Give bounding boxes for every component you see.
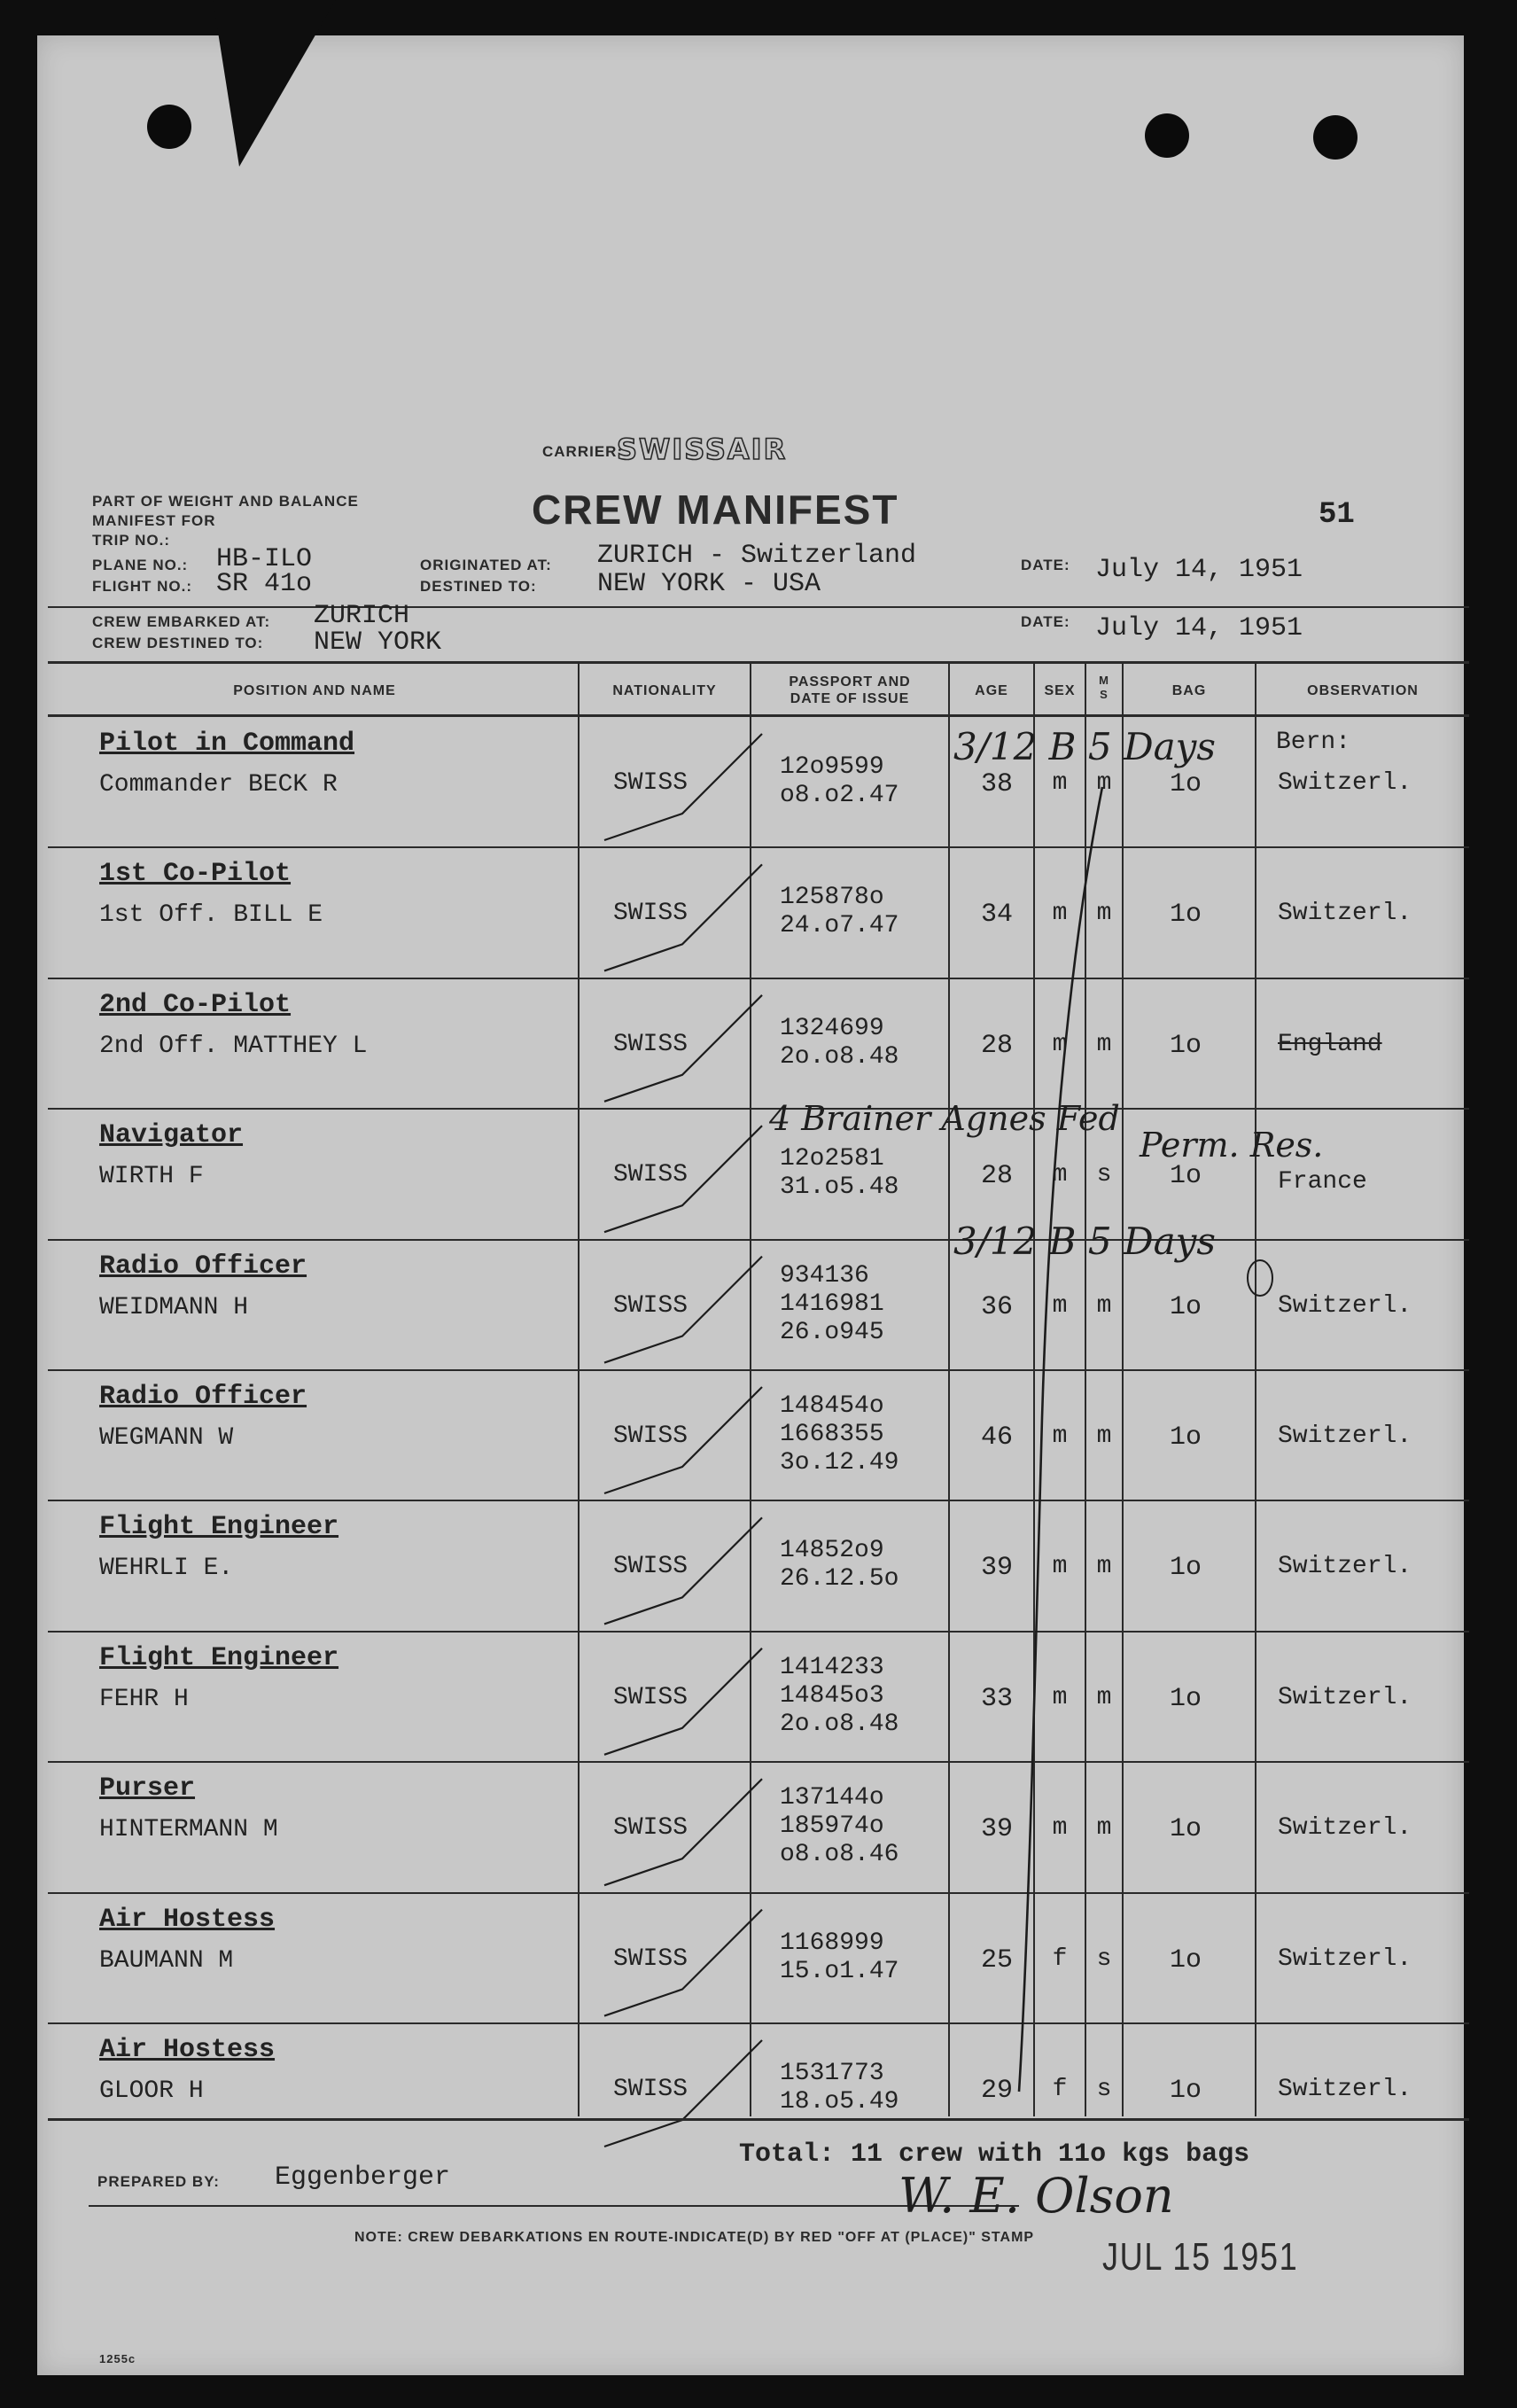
carrier-label: CARRIER:	[542, 443, 624, 460]
crew-observation: Switzerl.	[1278, 1684, 1412, 1711]
crew-sex: m	[1052, 1553, 1068, 1580]
crew-age: 33	[980, 1684, 1013, 1714]
crew-passport	[780, 2060, 899, 2116]
crew-bag: 1o	[1169, 1031, 1202, 1061]
punch-hole-middle	[1145, 113, 1189, 158]
crew-passport-line: 15.o1.47	[780, 1958, 899, 1985]
col-divider-observation	[1255, 663, 1256, 2116]
crew-marital-status: s	[1096, 1161, 1112, 1188]
col-divider-ms	[1085, 663, 1086, 2116]
destined-label: DESTINED TO:	[420, 578, 537, 595]
crew-name: 2nd Off. MATTHEY L	[99, 1033, 368, 1060]
crew-position: 1st Co-Pilot	[99, 859, 292, 889]
crew-sex: m	[1052, 1161, 1068, 1188]
page-number: 51	[1319, 498, 1355, 532]
crew-bag: 1o	[1169, 1422, 1202, 1453]
crew-marital-status: m	[1096, 769, 1112, 797]
crew-nationality: SWISS	[613, 900, 688, 927]
crew-passport-line: 934136	[780, 1262, 869, 1290]
crew-name: BAUMANN M	[99, 1947, 234, 1975]
crew-marital-status: m	[1096, 900, 1112, 927]
col-divider-sex	[1033, 663, 1035, 2116]
crew-position: Navigator	[99, 1120, 244, 1150]
crew-name: 1st Off. BILL E	[99, 901, 323, 929]
crew-nationality: SWISS	[613, 1684, 688, 1711]
crew-observation: Switzerl.	[1278, 2076, 1412, 2103]
crew-sex: m	[1052, 1684, 1068, 1711]
received-date-stamp: JUL 15 1951	[1102, 2235, 1299, 2279]
crew-passport-line: 1324699	[780, 1015, 884, 1042]
handwritten-note-row1: 3/12 B 5 Days	[953, 725, 1216, 768]
crew-marital-status: s	[1096, 2076, 1112, 2103]
crew-name: FEHR H	[99, 1686, 189, 1713]
crew-position: 2nd Co-Pilot	[99, 990, 292, 1020]
col-header-passport-line1: PASSPORT AND	[789, 674, 911, 690]
crew-passport-line: 12o9599	[780, 753, 884, 781]
plane-no-label: PLANE NO.:	[92, 557, 189, 573]
crew-name: HINTERMANN M	[99, 1816, 278, 1843]
torn-corner	[213, 0, 337, 167]
signature-visible: W. E. Olson	[899, 2168, 1174, 2224]
crew-age: 46	[980, 1422, 1013, 1453]
part-of-label-1: PART OF WEIGHT AND BALANCE	[92, 493, 359, 510]
page-title: CREW MANIFEST	[532, 487, 899, 533]
crew-age: 36	[980, 1292, 1013, 1322]
crew-age: 28	[980, 1161, 1013, 1191]
crew-age: 39	[980, 1814, 1013, 1844]
col-header-position: POSITION AND NAME	[233, 683, 396, 698]
crew-sex: m	[1052, 900, 1068, 927]
handwritten-note-row4: 4 Brainer Agnes Fed	[769, 1099, 1120, 1138]
crew-nationality: SWISS	[613, 2076, 688, 2103]
crew-sex: m	[1052, 769, 1068, 797]
originated-value: ZURICH - Switzerland	[597, 541, 917, 571]
crew-passport-line: 26.12.5o	[780, 1565, 899, 1593]
crew-embarked-label: CREW EMBARKED AT:	[92, 613, 271, 630]
crew-passport-line: 12o2581	[780, 1145, 884, 1173]
crew-passport-line: 24.o7.47	[780, 912, 899, 939]
crew-age: 34	[980, 900, 1013, 930]
crew-position: Air Hostess	[99, 1905, 276, 1935]
crew-embarked-value: ZURICH	[314, 601, 410, 631]
crew-observation: France	[1278, 1168, 1367, 1196]
handwritten-note-row4-2: Perm. Res.	[1140, 1126, 1324, 1165]
punch-hole-right	[1313, 115, 1358, 160]
crew-observation: Switzerl.	[1278, 1422, 1412, 1450]
crew-marital-status: m	[1096, 1422, 1112, 1450]
crew-passport	[780, 1537, 899, 1594]
crew-name: WIRTH F	[99, 1163, 204, 1190]
crew-nationality: SWISS	[613, 769, 688, 797]
flight-no-label: FLIGHT NO.:	[92, 578, 192, 595]
flight-no-value: SR 41o	[216, 569, 313, 599]
crew-bag: 1o	[1169, 1684, 1202, 1714]
crew-sex: f	[1052, 2076, 1068, 2103]
crew-passport	[780, 1929, 899, 1986]
col-divider-nationality	[578, 663, 580, 2116]
col-header-passport-line2: DATE OF ISSUE	[790, 691, 910, 706]
crew-nationality: SWISS	[613, 1814, 688, 1842]
crew-passport-line: 137144o	[780, 1784, 884, 1812]
col-header-passport	[751, 674, 948, 707]
crew-marital-status: m	[1096, 1684, 1112, 1711]
crew-nationality: SWISS	[613, 1292, 688, 1320]
col-divider-age	[948, 663, 950, 2116]
punch-hole-left	[147, 105, 191, 149]
crew-marital-status: m	[1096, 1553, 1112, 1580]
crew-nationality: SWISS	[613, 1945, 688, 1973]
crew-passport-line: 1416981	[780, 1290, 884, 1318]
carrier-logo: SWISSAIR	[617, 433, 788, 466]
col-header-nationality: NATIONALITY	[612, 683, 717, 698]
crew-age: 38	[980, 769, 1013, 799]
crew-position: Air Hostess	[99, 2035, 276, 2065]
crew-passport-line: 1414233	[780, 1654, 884, 1681]
crew-name: WEGMANN W	[99, 1424, 234, 1452]
crew-bag: 1o	[1169, 900, 1202, 930]
crew-passport	[780, 753, 899, 810]
destined-value: NEW YORK - USA	[597, 569, 821, 599]
crew-nationality: SWISS	[613, 1161, 688, 1188]
col-header-ms-line1: M	[1099, 674, 1109, 687]
trip-no-label: TRIP NO.:	[92, 532, 171, 549]
crew-bag: 1o	[1169, 2076, 1202, 2106]
crew-destined-label: CREW DESTINED TO:	[92, 635, 264, 651]
crew-bag: 1o	[1169, 1161, 1202, 1191]
form-number: 1255c	[99, 2352, 136, 2365]
crew-passport	[780, 1015, 899, 1072]
crew-sex: m	[1052, 1814, 1068, 1842]
crew-marital-status: m	[1096, 1814, 1112, 1842]
crew-passport-line: 185974o	[780, 1812, 884, 1840]
crew-passport	[780, 1392, 899, 1477]
crew-observation: Switzerl.	[1278, 900, 1412, 927]
part-of-label-2: MANIFEST FOR	[92, 512, 216, 529]
crew-position: Radio Officer	[99, 1251, 307, 1282]
handwritten-note-row5: 3/12 B 5 Days	[953, 1220, 1216, 1263]
crew-name: Commander BECK R	[99, 771, 338, 799]
footer-note: NOTE: CREW DEBARKATIONS EN ROUTE-INDICATE(D) BY RED "OFF AT (PLACE)" STAMP	[354, 2230, 1035, 2245]
col-header-age: AGE	[975, 683, 1008, 698]
crew-passport	[780, 1784, 899, 1869]
crew-observation: Switzerl.	[1278, 1292, 1412, 1320]
crew-passport-line: 1168999	[780, 1929, 884, 1957]
prepared-by-value: Eggenberger	[275, 2163, 451, 2193]
footer-rule	[89, 2205, 1019, 2207]
crew-passport-line: 14852o9	[780, 1537, 884, 1564]
crew-passport-line: 31.o5.48	[780, 1173, 899, 1201]
crew-passport-line: o8.o8.46	[780, 1841, 899, 1868]
crew-observation: Switzerl.	[1278, 1553, 1412, 1580]
header-divider	[48, 606, 1469, 608]
plane-no-value: HB-ILO	[216, 544, 313, 574]
crew-passport-line: 148454o	[780, 1392, 884, 1420]
crew-age: 28	[980, 1031, 1013, 1061]
crew-observation: Switzerl.	[1278, 769, 1412, 797]
crew-passport-line: 26.o945	[780, 1319, 884, 1346]
crew-bag: 1o	[1169, 1292, 1202, 1322]
crew-marital-status: s	[1096, 1945, 1112, 1973]
col-header-observation: OBSERVATION	[1307, 683, 1419, 698]
crew-destined-value: NEW YORK	[314, 627, 442, 658]
crew-passport-line: 18.o5.49	[780, 2088, 899, 2116]
crew-bag: 1o	[1169, 1814, 1202, 1844]
date2-label: DATE:	[1021, 613, 1070, 630]
crew-passport-line: 1668355	[780, 1421, 884, 1448]
crew-age: 39	[980, 1553, 1013, 1583]
crew-nationality: SWISS	[613, 1553, 688, 1580]
crew-position: Flight Engineer	[99, 1512, 339, 1542]
crew-name: WEIDMANN H	[99, 1294, 249, 1321]
crew-passport-line: 125878o	[780, 884, 884, 911]
date2-value: July 14, 1951	[1095, 613, 1303, 643]
crew-bag: 1o	[1169, 1945, 1202, 1975]
crew-bag: 1o	[1169, 769, 1202, 799]
col-header-ms-line2: S	[1100, 688, 1109, 701]
crew-passport-line: 2o.o8.48	[780, 1711, 899, 1738]
crew-passport	[780, 1262, 884, 1347]
crew-passport	[780, 1145, 899, 1202]
crew-age: 25	[980, 1945, 1013, 1975]
total-line: Total: 11 crew with 11o kgs bags	[739, 2139, 1250, 2170]
crew-passport-line: 1531773	[780, 2060, 884, 2087]
col-divider-passport	[750, 663, 751, 2116]
crew-sex: m	[1052, 1422, 1068, 1450]
crew-position: Purser	[99, 1773, 196, 1804]
crew-observation: England	[1278, 1031, 1382, 1058]
crew-name: WEHRLI E.	[99, 1555, 234, 1582]
col-header-ms	[1086, 674, 1122, 702]
crew-position: Flight Engineer	[99, 1643, 339, 1673]
originated-label: ORIGINATED AT:	[420, 557, 552, 573]
crew-observation: Switzerl.	[1278, 1945, 1412, 1973]
crew-age: 29	[980, 2076, 1013, 2106]
crew-passport-line: 2o.o8.48	[780, 1043, 899, 1071]
crew-nationality: SWISS	[613, 1422, 688, 1450]
crew-marital-status: m	[1096, 1292, 1112, 1320]
crew-name: GLOOR H	[99, 2077, 204, 2105]
col-header-sex: SEX	[1044, 683, 1076, 698]
crew-passport	[780, 1654, 899, 1739]
crew-sex: m	[1052, 1031, 1068, 1058]
date-label: DATE:	[1021, 557, 1070, 573]
table-bottom-border	[48, 2118, 1469, 2121]
crew-marital-status: m	[1096, 1031, 1112, 1058]
crew-position: Pilot in Command	[99, 729, 355, 759]
date-value: July 14, 1951	[1095, 555, 1303, 585]
col-header-bag: BAG	[1171, 683, 1207, 698]
crew-passport	[780, 884, 899, 940]
crew-passport-line: 14845o3	[780, 1682, 884, 1710]
crew-sex: m	[1052, 1292, 1068, 1320]
col-divider-bag	[1122, 663, 1124, 2116]
crew-nationality: SWISS	[613, 1031, 688, 1058]
crew-sex: f	[1052, 1945, 1068, 1973]
crew-observation: Switzerl.	[1278, 1814, 1412, 1842]
prepared-by-label: PREPARED BY:	[97, 2173, 220, 2190]
crew-bag: 1o	[1169, 1553, 1202, 1583]
crew-observation-top: Bern:	[1276, 729, 1351, 756]
crew-passport-line: 3o.12.49	[780, 1449, 899, 1477]
crew-passport-line: o8.o2.47	[780, 782, 899, 809]
crew-position: Radio Officer	[99, 1382, 307, 1412]
